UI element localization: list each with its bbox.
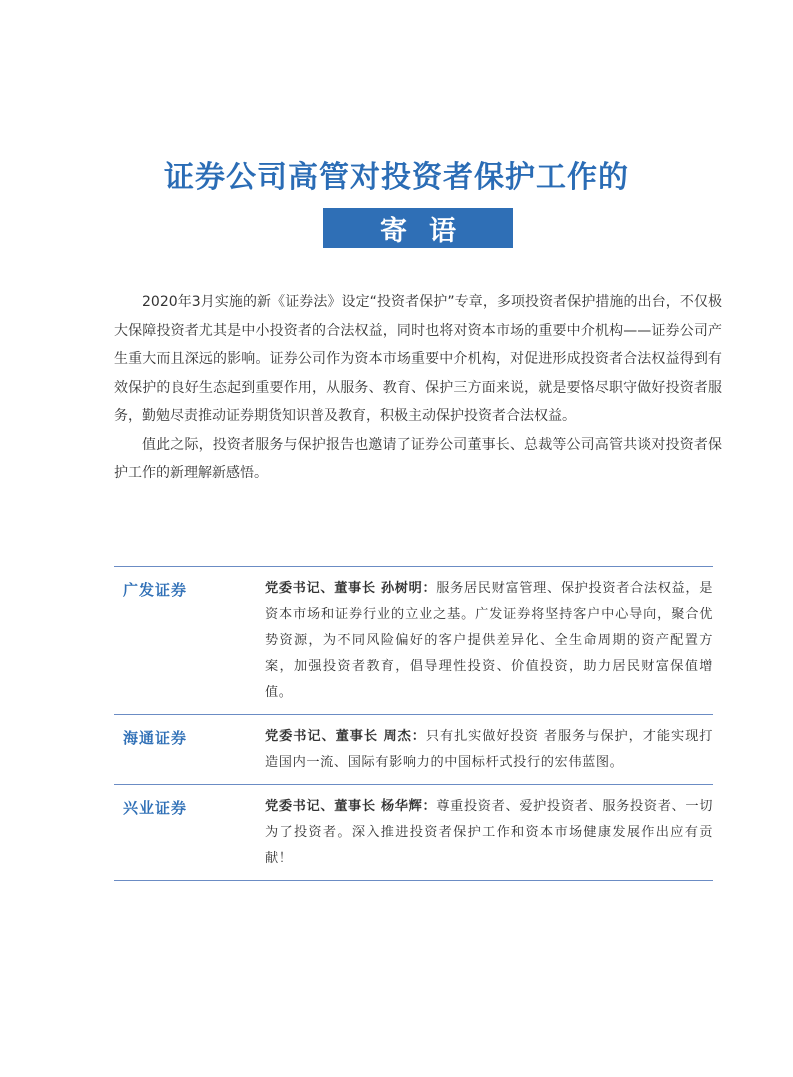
company-name: 广发证券 xyxy=(123,581,188,599)
subtitle-text: 寄语 xyxy=(380,215,478,247)
company-name: 海通证券 xyxy=(123,729,188,747)
quote-row xyxy=(114,785,713,881)
subtitle-banner xyxy=(323,208,513,248)
intro-paragraph: 2020年3月实施的新《证券法》设定“投资者保护”专章，多项投资者保护措施的出台，不仅极大保障投资者尤其是中小投资者的合法权益，同时也将对资本市场的重要中介机构——证券公司产生重大而且深远的影响。证券公司作为资本市场重要中介机构，对促进形成投资者合法权益得到有效保护的良好生态起到重要作用，从服务、教育、保护三方面来说，就是要恪尽职守做好投资者服务，勤勉尽责推动证券期货知识普及教育，积极主动保护投资者合法权益。 xyxy=(114,294,722,424)
quote-body: 只有扎实做好投资 者服务与保护，才能实现打造国内一流、国际有影响力的中国标杆式投行的宏伟蓝图。 xyxy=(265,729,713,770)
intro-section xyxy=(114,288,722,488)
quote-text xyxy=(265,567,713,714)
quote-text xyxy=(265,785,713,880)
intro-paragraph: 值此之际，投资者服务与保护报告也邀请了证券公司董事长、总裁等公司高管共谈对投资者保护工作的新理解新感悟。 xyxy=(114,436,722,481)
quote-row xyxy=(114,715,713,785)
quote-text xyxy=(265,715,713,784)
speaker-label: 党委书记、董事长 周杰： xyxy=(265,729,426,744)
company-name: 兴业证券 xyxy=(123,799,188,817)
quote-row xyxy=(114,567,713,715)
quote-body: 尊重投资者、爱护投资者、服务投资者、一切为了投资者。深入推进投资者保护工作和资本市场健康发展作出应有贡献！ xyxy=(265,799,714,866)
page-title: 证券公司高管对投资者保护工作的 xyxy=(164,160,629,195)
quote-body: 服务居民财富管理、保护投资者合法权益，是资本市场和证券行业的立业之基。广发证券将坚持客户中心导向，聚合优势资源，为不同风险偏好的客户提供差异化、全生命周期的资产配置方案，加强投资者教育，倡导理性投资、价值投资，助力居民财富保值增值。 xyxy=(265,581,714,700)
speaker-label: 党委书记、董事长 杨华辉： xyxy=(265,799,437,814)
speaker-label: 党委书记、董事长 孙树明： xyxy=(265,581,437,596)
quotes-table xyxy=(114,566,713,881)
